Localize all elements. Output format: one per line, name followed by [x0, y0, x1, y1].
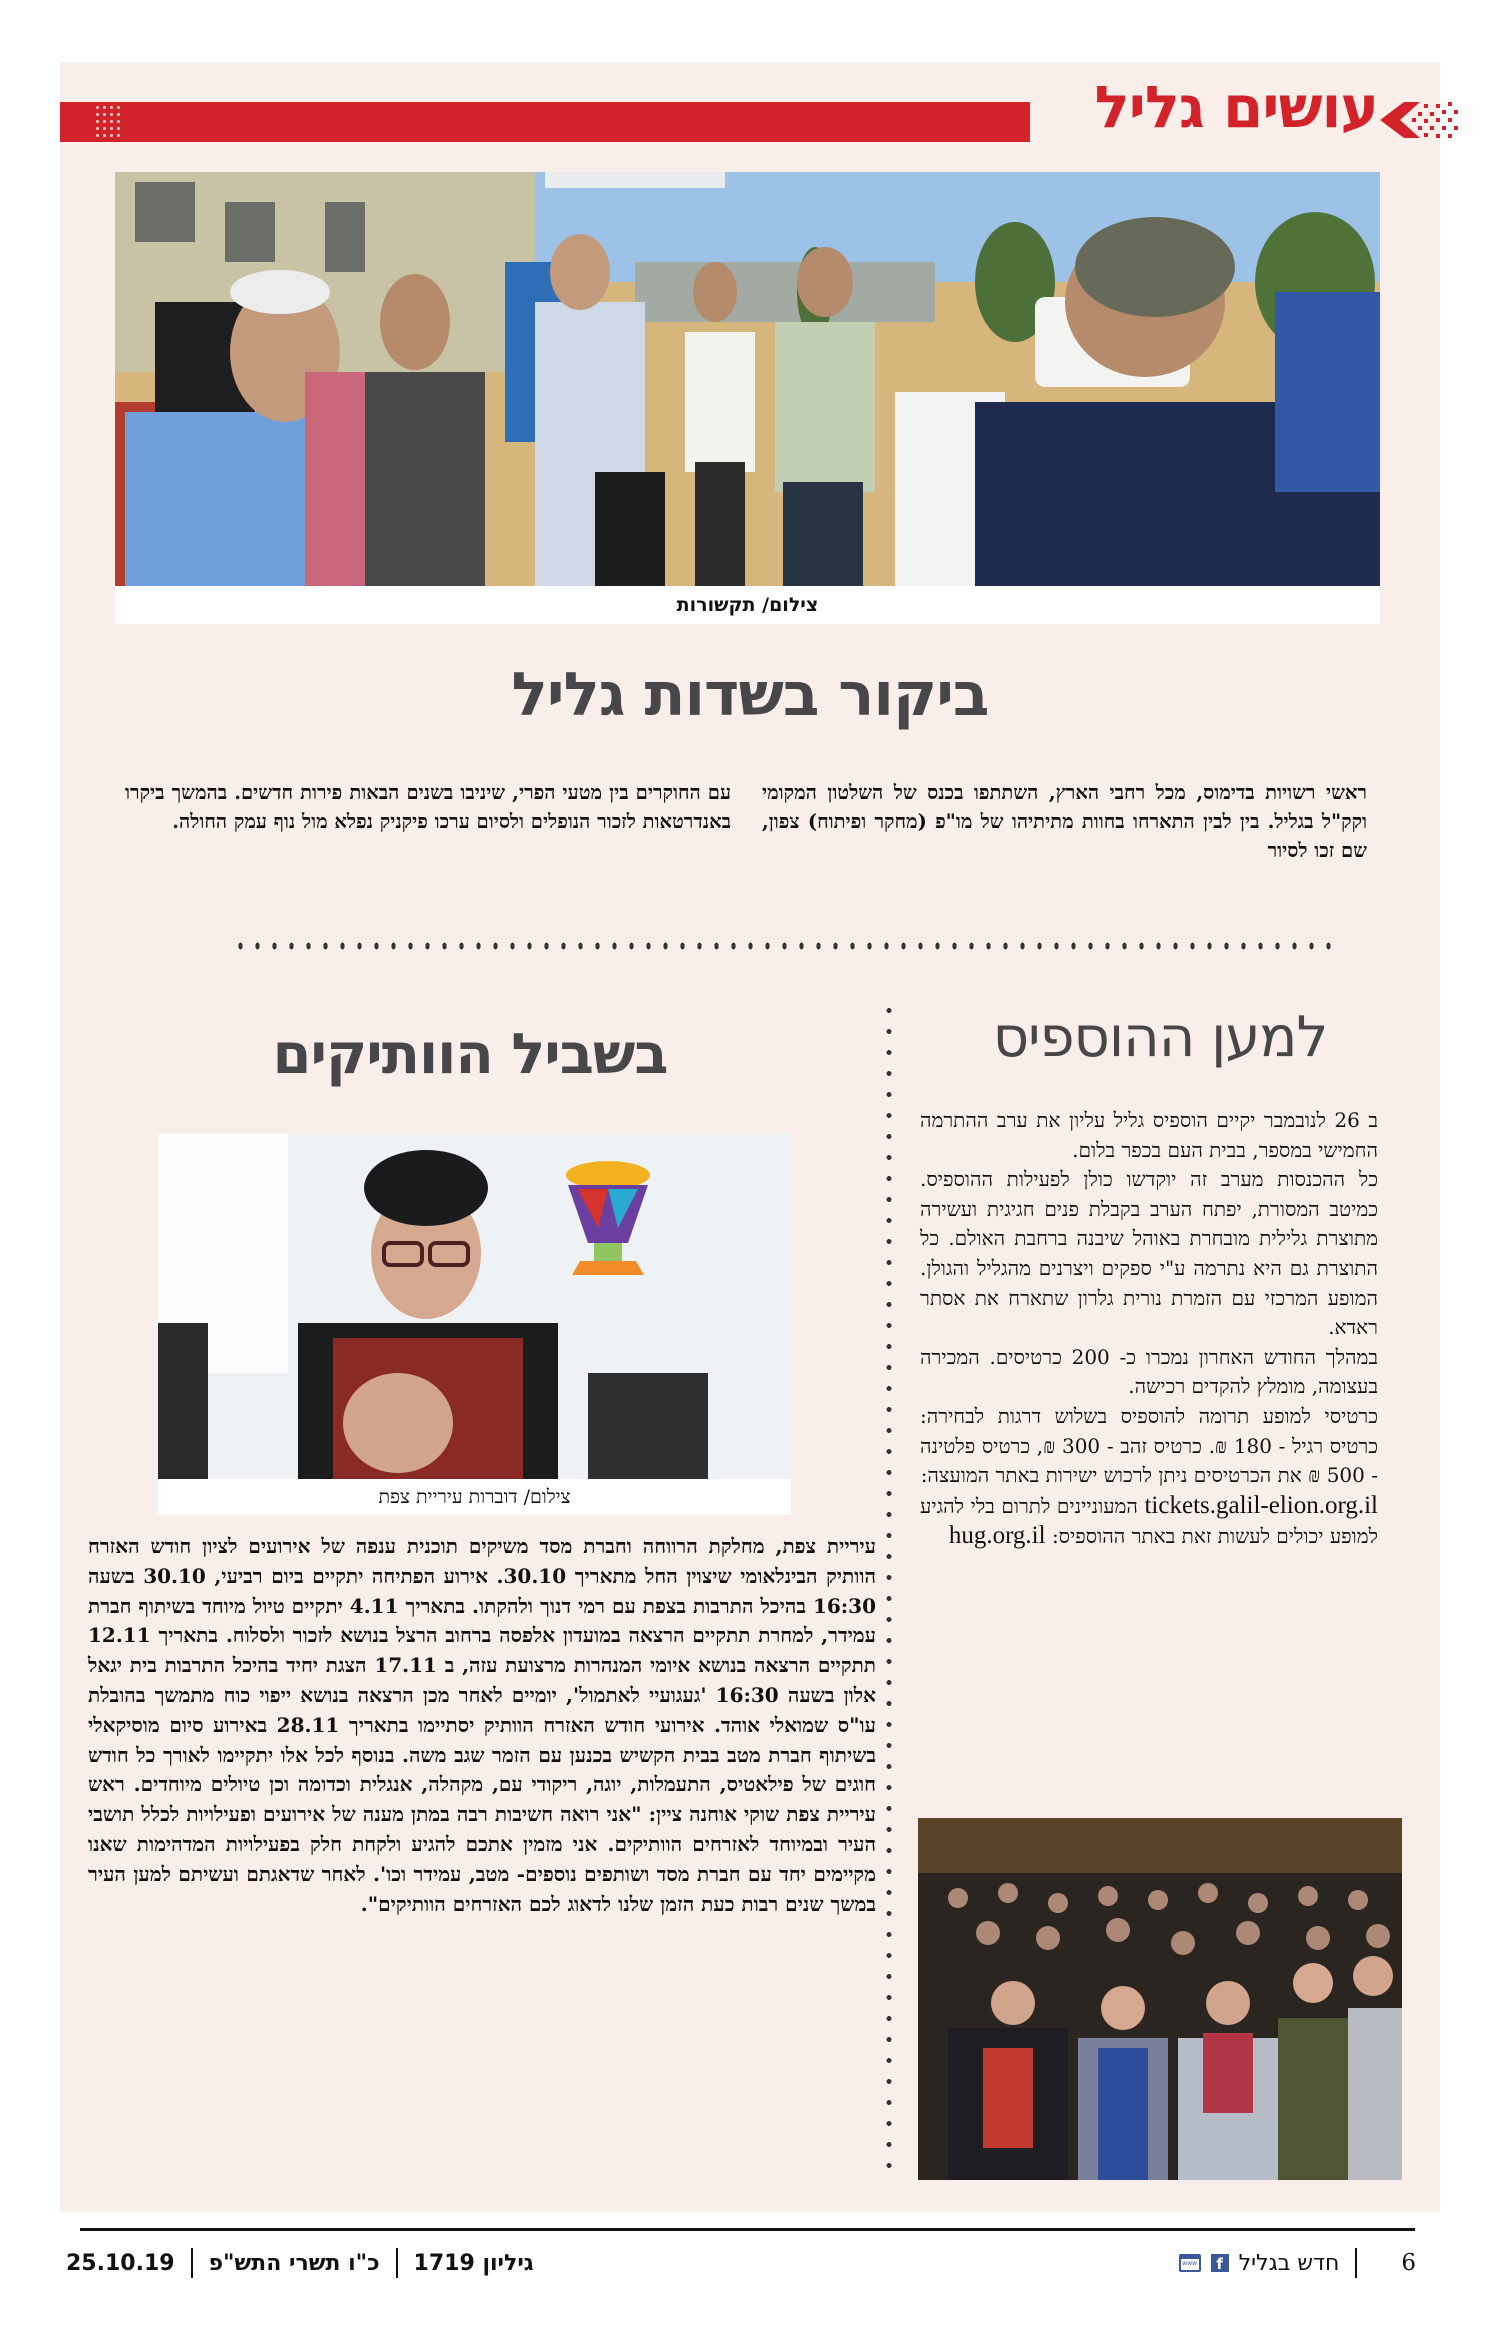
article-body-column-right: ראשי רשויות בדימוס, מכל רחבי הארץ, השתתפו בכנס של השלטון המקומי וקק"ל בגליל. בין לבין התארחו בחוות מתיתיהו של מו"פ (מחקר ופיתוח) צפון, שם זכו לסיור: [762, 781, 1367, 862]
article-headline: ביקור בשדות גליל: [511, 660, 989, 730]
tickets-link[interactable]: tickets.galil-elion.org.il: [1144, 1491, 1379, 1519]
photo-illustration: [115, 172, 1380, 586]
hospice-paragraph: [920, 1491, 1378, 1552]
veterans-body: עיריית צפת, מחלקת הרווחה וחברת מסד משיקים תוכנית ענפה של אירועים לציון חודש האזרח הוותיק הבינלאומי שיצוין החל מתאריך 30.10. אירוע הפתיחה יתקיים ביום רביעי, 30.10 בשעה 16:30 בהיכל התרבות בצפת עם רמי דנוך ולהקתו. בתאריך 4.11 יתקיים טיול מיוחד בשיתוף חברת עמידר, למחרת תתקיים הרצאה במועדון אלפסה ברחוב הרצל בנושא לזכור ולסלוח. בתאריך 12.11 תתקיים הרצאה בנושא איומי המנהרות מרצועת עזה, ב 17.11 הצגת יחיד בהיכל התרבות בית יגאל אלון בשעה 16:30 'געגועיי לאתמול', יומיים לאחר מכן הרצאה בנושא ייפוי כוח מתמשך בהובלת עו"ס שמואלי אוהד. אירועי חודש האזרח הוותיק יסתיימו בתאריך 28.11 באירוע סיום מוסיקאלי בשיתוף חברת מטב בבית הקשיש בכנען עם הזמר שגב משה. בנוסף לכל אלו יתקיימו לאורך כל חודש חוגים של פילאטיס, התעמלות, יוגה, ריקודי עם, מקהלה, אנגלית וכדומה וכן טיולים מיוחדים. ראש עיריית צפת שוקי אוחנה ציין: "אני רואה חשיבות רבה במתן מענה של אירועים ופעילויות לכלל תושבי העיר ובמיוחד לאזרחים הוותיקים. אני מזמין אתכם להגיע ולקחת חלק בפעילויות המדהימות שאנו מקיימים יחד עם חברת מסד ושותפים נוספים- מטב, עמידר וכו'. לאחר שדאגתם ועשיתם למען העיר במשך שנים רבות כעת הזמן שלנו לדאוג לכם האזרחים הוותיקים".: [88, 1534, 876, 1916]
donate-link[interactable]: hug.org.il: [948, 1522, 1046, 1550]
hospice-paragraph: כל ההכנסות מערב זה יוקדשו כולן לפעילות ההוספיס. כמיטב המסורת, יפתח הערב בקבלת פנים חגיגית ועשירה מתוצרת גלילית מובחרת באוהל שיבנה ברחבת האולם. כל התוצרת גם היא נתרמה ע"י ספקים ויצרנים מהגליל והגולן. המופע המרכזי עם הזמרת נורית גלרון שתארח את אסתר ראדא.: [920, 1167, 1378, 1340]
photo-credit: צילום/ תקשורות: [115, 586, 1380, 624]
hebrew-date: כ"ו תשרי התש"פ: [208, 2250, 380, 2276]
www-icon[interactable]: www: [1179, 2254, 1201, 2272]
hospice-paragraph: ב 26 לנובמבר יקיים הוספיס גליל עליון את ערב ההתרמה החמישי במספר, בבית העם בכפר בלום.: [920, 1108, 1378, 1162]
section-title: עושים גליל: [1094, 73, 1378, 141]
photo-credit: צילום/ דוברות עיריית צפת: [158, 1479, 791, 1515]
page-number: 6: [1401, 2250, 1416, 2276]
separator: [396, 2248, 398, 2278]
photo-illustration: [158, 1133, 791, 1479]
footer-issue-info: [66, 2248, 534, 2278]
gregorian-date: 25.10.19: [66, 2250, 175, 2276]
concert-audience-photo: [918, 1818, 1402, 2180]
hospice-paragraph: במהלך החודש האחרון נמכרו כ- 200 כרטיסים. המכירה בעצומה, מומלץ להקדים רכישה.: [920, 1344, 1378, 1399]
issue-number: גיליון 1719: [413, 2250, 534, 2276]
section-header-band: [60, 102, 1030, 142]
separator: [1355, 2248, 1357, 2278]
donate-text: המעוניינים לתרום בלי להגיע למופע יכולים לעשות זאת באתר ההוספיס:: [920, 1493, 1378, 1549]
veteran-woman-photo: [158, 1133, 791, 1479]
publication-name: חדש בגליל: [1238, 2250, 1340, 2276]
fields-visit-photo: [115, 172, 1380, 586]
article-body-column-left: עם החוקרים בין מטעי הפרי, שיניבו בשנים הבאות פירות חדשים. בהמשך ביקרו באנדרטאות לזכור הנופלים ולסיום ערכו פיקניק נפלא מול נוף עמק החולה.: [125, 781, 731, 833]
veterans-headline: בשביל הוותיקים: [272, 1022, 668, 1087]
photo-illustration: [918, 1818, 1402, 2180]
horizontal-divider: [232, 942, 1332, 950]
hospice-headline: למען ההוספיס: [992, 1005, 1328, 1070]
footer-divider: [80, 2228, 1415, 2231]
hospice-paragraph: כרטיסי למופע תרומה להוספיס בשלוש דרגות לבחירה: כרטיס רגיל - 180 ₪. כרטיס זהב - 300 ₪, כרטיס פלטינה - 500 ₪ את הכרטיסים ניתן לרכוש ישירות באתר המועצה:: [920, 1403, 1378, 1488]
facebook-icon[interactable]: f: [1211, 2254, 1229, 2272]
vertical-divider: [885, 1000, 893, 2180]
hospice-body: [920, 1106, 1378, 1552]
footer-publication: [1179, 2248, 1416, 2278]
dots-decoration-icon: [94, 104, 120, 140]
separator: [191, 2248, 193, 2278]
chevron-left-icon: [1378, 98, 1464, 142]
